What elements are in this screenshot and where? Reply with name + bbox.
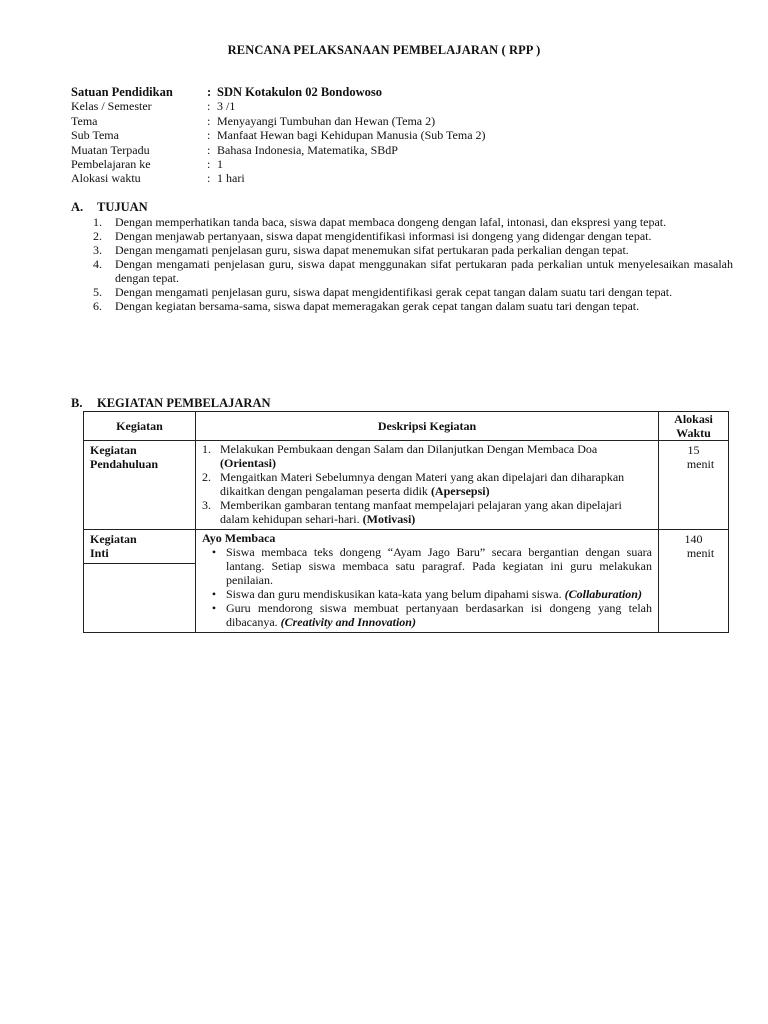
table-header-row <box>84 412 729 441</box>
bullet-body: Siswa membaca teks dongeng “Ayam Jago Baru” secara bergantian dengan suara lantang. Setiap siswa membaca satu paragraf. Pada kegiatan ini guru melakukan penilaian. <box>226 545 652 587</box>
bullet-icon: • <box>211 545 217 559</box>
goal-number: 3. <box>93 243 102 257</box>
step-number: 2. <box>202 470 211 484</box>
identity-colon: : <box>207 85 212 99</box>
goal-item <box>93 243 733 257</box>
pendahuluan-step <box>202 470 652 498</box>
header-alokasi <box>659 412 729 441</box>
bullet-tag: (Collaburation) <box>564 587 642 601</box>
inti-bullet <box>202 545 652 587</box>
identity-label: Alokasi waktu <box>71 171 141 186</box>
inti-bullet <box>202 601 652 629</box>
identity-value: 1 <box>217 156 223 171</box>
identity-colon: : <box>207 142 211 157</box>
identity-value: 1 hari <box>217 171 245 186</box>
row-pendahuluan <box>84 441 729 530</box>
bullet-text <box>226 587 652 601</box>
goal-item <box>93 299 733 313</box>
step-body: Mengaitkan Materi Sebelumnya dengan Materi yang akan dipelajari dan diharapkan dikaitkan dengan pengalaman peserta didik <box>220 470 625 498</box>
goal-text: Dengan kegiatan bersama-sama, siswa dapat memeragakan gerak cepat tangan dalam suatu tari dengan tepat. <box>115 299 640 313</box>
header-kegiatan: Kegiatan <box>84 412 196 441</box>
identity-row <box>71 128 711 142</box>
goal-number: 4. <box>93 257 102 271</box>
bullet-text <box>226 545 652 587</box>
identity-value: 3 /1 <box>217 99 236 114</box>
label-inti <box>84 530 196 633</box>
label-pendahuluan-line1: Kegiatan <box>90 443 137 457</box>
section-b-letter: B. <box>71 396 83 410</box>
identity-value: Manfaat Hewan bagi Kehidupan Manusia (Sub Tema 2) <box>217 128 486 143</box>
label-inti-line2: Inti <box>90 546 109 560</box>
time-inti <box>659 530 729 633</box>
step-text <box>220 470 652 498</box>
identity-value: SDN Kotakulon 02 Bondowoso <box>217 85 382 99</box>
inti-bullets <box>202 545 652 629</box>
step-body: Memberikan gambaran tentang manfaat mempelajari pelajaran yang akan dipelajari dalam kehidupan sehari-hari. <box>220 498 622 526</box>
activities-table <box>83 411 729 633</box>
pendahuluan-step <box>202 498 652 526</box>
goal-text: Dengan mengamati penjelasan guru, siswa dapat mengidentifikasi gerak cepat tangan dalam suatu tari dengan tepat. <box>115 285 673 299</box>
header-alokasi-line2: Waktu <box>676 426 711 440</box>
section-a-heading <box>71 200 148 214</box>
identity-row <box>71 157 711 171</box>
identity-colon: : <box>207 128 211 143</box>
time-pendahuluan <box>659 441 729 530</box>
goal-text: Dengan mengamati penjelasan guru, siswa dapat menggunakan sifat pertukaran pada perkalian untuk menyelesaikan masalah dengan tepat. <box>115 257 733 285</box>
step-body: Melakukan Pembukaan dengan Salam dan Dilanjutkan Dengan Membaca Doa <box>220 442 598 456</box>
step-tag: (Motivasi) <box>362 512 416 526</box>
bullet-body: Siswa dan guru mendiskusikan kata-kata yang belum dipahami siswa. <box>226 587 565 601</box>
section-b-heading <box>71 396 271 410</box>
step-number: 1. <box>202 442 211 456</box>
identity-block <box>71 85 711 186</box>
time-inti-value: 140 <box>684 532 703 546</box>
identity-colon: : <box>207 156 211 171</box>
step-number: 3. <box>202 498 211 512</box>
goal-number: 5. <box>93 285 102 299</box>
time-pendahuluan-unit: menit <box>686 457 715 471</box>
goal-number: 2. <box>93 229 102 243</box>
goal-item <box>93 285 733 299</box>
identity-colon: : <box>207 113 211 128</box>
section-a-letter: A. <box>71 200 84 214</box>
identity-label: Kelas / Semester <box>71 99 152 114</box>
goal-item <box>93 257 733 285</box>
identity-colon: : <box>207 171 211 186</box>
pendahuluan-step <box>202 442 652 470</box>
goal-item <box>93 215 733 229</box>
identity-colon: : <box>207 99 211 114</box>
identity-label: Muatan Terpadu <box>71 142 150 157</box>
goal-number: 6. <box>93 299 102 313</box>
document-title: RENCANA PELAKSANAAN PEMBELAJARAN ( RPP ) <box>227 43 541 57</box>
goal-text: Dengan menjawab pertanyaan, siswa dapat mengidentifikasi informasi isi dongeng yang didengar dengan tepat. <box>115 229 652 243</box>
goal-number: 1. <box>93 215 102 229</box>
pendahuluan-steps <box>196 441 659 530</box>
step-tag: (Orientasi) <box>220 456 276 470</box>
identity-value: Bahasa Indonesia, Matematika, SBdP <box>217 142 398 157</box>
identity-label: Sub Tema <box>71 128 119 143</box>
header-alokasi-line1: Alokasi <box>674 412 713 426</box>
time-pendahuluan-value: 15 <box>687 443 700 457</box>
bullet-body: Guru mendorong siswa membuat pertanyaan berdasarkan isi dongeng yang telah dibacanya. <box>226 601 652 629</box>
inti-subheading: Ayo Membaca <box>202 531 276 545</box>
label-inti-line1: Kegiatan <box>90 532 137 546</box>
goal-item <box>93 229 733 243</box>
label-pendahuluan-line2: Pendahuluan <box>90 457 159 471</box>
bullet-text <box>226 601 652 629</box>
identity-label: Satuan Pendidikan <box>71 85 173 99</box>
step-tag: (Apersepsi) <box>430 484 490 498</box>
bullet-icon: • <box>211 601 217 615</box>
identity-row <box>71 99 711 113</box>
time-inti-unit: menit <box>686 546 715 560</box>
identity-row <box>71 85 711 99</box>
identity-row <box>71 143 711 157</box>
goals-list <box>93 215 733 313</box>
section-a-title: TUJUAN <box>97 200 148 214</box>
section-b-title: KEGIATAN PEMBELAJARAN <box>97 396 271 410</box>
bullet-icon: • <box>211 587 217 601</box>
inti-description <box>196 530 659 633</box>
identity-value: Menyayangi Tumbuhan dan Hewan (Tema 2) <box>217 113 436 128</box>
identity-label: Pembelajaran ke <box>71 156 151 171</box>
goal-text: Dengan memperhatikan tanda baca, siswa dapat membaca dongeng dengan lafal, intonasi, dan ekspresi yang tepat. <box>115 215 667 229</box>
identity-row <box>71 114 711 128</box>
header-deskripsi: Deskripsi Kegiatan <box>196 412 659 441</box>
row-inti <box>84 530 729 633</box>
label-pendahuluan <box>84 441 196 530</box>
identity-label: Tema <box>71 113 98 128</box>
goal-text: Dengan mengamati penjelasan guru, siswa dapat menemukan sifat pertukaran pada perkalian dengan tepat. <box>115 243 629 257</box>
label-inti-box <box>84 530 195 564</box>
inti-bullet <box>202 587 652 601</box>
identity-row <box>71 171 711 185</box>
bullet-tag: (Creativity and Innovation) <box>280 615 416 629</box>
step-text <box>220 442 652 470</box>
step-text <box>220 498 652 526</box>
